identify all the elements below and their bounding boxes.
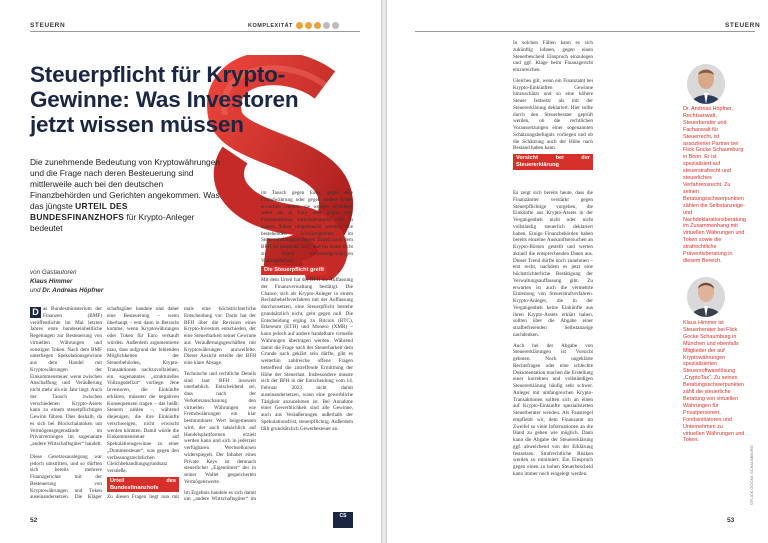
left-page: [0, 0, 381, 543]
right-paragraph-4: Auch bei der Abgabe von Steuererklärungen ist Vorsicht geboten. Noch ungeklärte Rechtsfragen oder eine schlechte Dokumentation machen die Erstellung einer korrekten und vollständigen Steuererklärung häufig sehr schwer. Anleger mit umfangreichen Krypto-Transaktionen sollten sich an einen auf Krypto-Einkünfte spezialisierten Steuerberater wenden. Als Faustregel empfiehlt wir, dem Finanzamt im Zweifel so viele Informationen an die Hand zu geben wie möglich. Dann kann die Abgabe der Steuererklärung ggf. abweichend von der Erklärung festsetzen. Strafrechtliche Risiken werden so minimiert. Ein Einspruch gegen einen zu hohen Steuerbescheid kann immer noch eingelegt werden.: [513, 342, 593, 477]
page-number-left: 52: [30, 517, 38, 524]
author-photo-himmer: [687, 277, 725, 317]
right-column-1b: [513, 190, 593, 510]
dropcap: D: [30, 307, 41, 318]
byline-prefix: von Gastautoren: [30, 269, 77, 276]
header-rule: [30, 31, 360, 32]
complexity-dot-icon: [305, 22, 312, 29]
subheading-vorsicht: Vorsicht bei der Steuererklärung: [513, 154, 593, 170]
right-paragraph-3: Es zeigt sich bereits heute, dass die Finanzämter verstärkt gegen Steuerpflichtige vorgehen, die Einkünfte aus Krypto-Assets in der Vergangenheit nicht oder nicht vollständig steuerlich deklariert haben. Einige Finanzbehörden haben bereits einzelne Auskunftsersuchen an Krypto-Börsen gestellt und werten aktuell die entsprechenden Daten aus. Dieser Trend dürfte noch zunehmen – erst recht, nachdem es jetzt eine höchstrichterliche Bestätigung der Verwaltungsauffassung gibt. Zu erwarten ist auch die vermehrte Einleitung von Steuerstrafverfahren. Krypto-Anleger, die in der Vergangenheit keine Einkünfte aus ihren Krypto-Assets erklärt haben, sollten über die Abgabe einer strafbefreienden Selbstanzeige nachdenken.: [513, 190, 593, 338]
complexity-dot-icon: [314, 22, 321, 29]
col2-paragraph: schaftsgüter handele und daher eine Besteuerung – wenn überhaupt – erst dann in Betracht komme, wenn Kryptowährungen oder Token für Euro verkauft würden. Außerdem argumentierte man, dass aufgrund der fehlenden Möglichkeiten der Steuerbehörden, Krypto-Transaktionen nachzuvollziehen, ein sogenanntes „strukturelles Vollzugsdefizit“ vorliege. Jene Investoren, die Einkünfte erklären, müssten die negativen Konsequenzen tragen – das heißt: Steuern zahlen –, während diejenigen, die ihre Einkünfte verschweigen, nicht erwischt werden könnten. Damit würde die Einkommensteuer auf Spekulationsgewinne zu einer „Dummensteuer“, was gegen den verfassungsrechtlichen Gleichbehandlungsgrundsatz verstieße.: [107, 306, 179, 474]
col1-paragraph-2: Diese Gesetzesauslegung war jedoch umstritten, und so dürften sich bereits mehrere Finanzgerichte mit der Besteuerung von Kryptowährungen und Token auseinandersetzen. Die Kläger: [30, 453, 102, 501]
lead-highlight: URTEIL DES BUNDESFINANZHOFS: [30, 201, 128, 222]
right-paragraph-1: In solchen Fällen kann es sich zukünftig lohnen, gegen einen Steuerbescheid Einspruch einzulegen und ggf. Klage beim Finanzgericht einzureichen.: [513, 40, 593, 73]
author-hoepfner: Dr. Andreas Höpfner: [42, 287, 104, 294]
col4-paragraph-2: Mit dem Urteil hat der BFH die Auffassung der Finanzverwaltung bestätigt. Die Chance, sich als Krypto-Anleger in einem Rechtsbehelfsverfahren mit der Auffassung durchzusetzen, eine Steuerpflicht bestehe grundsätzlich nicht, geht gegen null. Die Entscheidung erging zu Bitcoin (BTC), Ethereum (ETH) und Monero (XMR) – kann jedoch auf andere handelbare virtuelle Währungen übertragen werden. Während damit die Frage nach der Steuerbarkeit dem Grunde nach geklärt sein dürfte, gibt es weiterhin zahlreiche offene Fragen betreffend die zutreffende Ermittlung der Höhe der Steuerlast. Insbesondere musste sich der BFH in der Entscheidung vom 14. Februar 2023 nicht damit auseinandersetzen, wann eine gewerbliche Tätigkeit anzunehmen ist. Bei Annahme einer Gewerblichkeit sind alle Gewinne, auch aus Veräußerungen außerhalb der Spekulationsfrist, steuerpflichtig. Außerdem fällt grundsätzlich Gewerbesteuer an.: [261, 277, 353, 432]
section-header-right: STEUERN: [725, 22, 761, 29]
section-header: STEUERN: [30, 22, 66, 29]
text-column-4: [261, 190, 353, 501]
author-bio-himmer: Klaus Himmer ist Steuerberater bei Flick Gocke Schaumburg in München und ebenfalls Mitglieder der auf Kryptowährungen spezialisierten Steuersoftwarelösung „CryptoTax“. Zu seinen Beratungsschwerpunkten zählt die steuerliche Beratung von virtuellen Währungen für Privatpersonen, Fondsinitiatoren und Unternehmen zu virtuellen Währungen und Token.: [683, 320, 745, 444]
col3-paragraph: mals eine höchstrichterliche Entscheidung vor. Darin hat der BFH über die Revision eines Krypto-Investors entschieden, der eine Steuerbarkeit seiner Gewinne aus Veräußerungsgeschäften mit Kryptowährungen anzweifelte. Dieser Ansicht erteilte der BFH eine klare Absage.: [184, 306, 256, 366]
article-lead: [30, 157, 220, 234]
subheading-steuerpflicht: Die Steuerpflicht greift: [261, 266, 327, 275]
text-column-3: [184, 306, 256, 501]
lead-end: für Krypto-Anleger bedeutet: [30, 212, 195, 233]
text-column-1: [30, 306, 102, 501]
col3-paragraph-3: Im Ergebnis handele es sich damit um „andere Wirtschaftsgüter“ im: [184, 489, 256, 501]
complexity-indicator: [248, 22, 339, 29]
author-photo-hoepfner: [687, 64, 725, 104]
complexity-label: KOMPLEXITÄT: [248, 22, 293, 29]
portrait-icon: [687, 277, 725, 317]
right-column-1a: [513, 40, 593, 190]
complexity-dot-icon: [332, 22, 339, 29]
page-number-right: 53: [727, 517, 735, 524]
subheading-urteil: Urteil des Bundesfinanzhofs: [107, 477, 179, 493]
article-title: Steuerpflicht für Krypto-Gewinne: Was Investoren jetzt wissen müssen: [30, 62, 299, 137]
col2-paragraph-2: Zu diesen Fragen liegt nun mit: [107, 494, 179, 501]
magazine-logo: CS: [333, 512, 353, 528]
col3-paragraph-2: Technische und rechtliche Details sind laut BFH insoweit unerheblich. Entscheidend sei, dass nach der Verkehrsanschauung den virtuellen Währungen wie Fremdwährungen ein klar bestimmbarer Wert beigemessen wird, der auch tatsächlich auf Handelsplattformen erzielt werden kann und sich in jederzeit verfügbaren Wechselkursen widerspiegelt. Der Inhaber eines Private Keys ist demnach steuerlicher „Eigentümer“ der in seiner Wallet gespeicherten Vermögenswerte.: [184, 370, 256, 485]
col4-paragraph: im Tausch gegen Euro, gegen eine Fremdwährung oder gegen andere Token erworben werden; sie werden veräußert, wenn sie in Euro oder gegen eine Fremdwährung zurückgetauscht oder in andere Token umgetauscht werden. Die bestehenden Schwierigkeiten im Steuererhebungsverfahren führen nach dem BFH im Streitjahr 2017 und bis heute nicht zu einem verfassungswidrigen Vollzugsdefizit.: [261, 190, 353, 264]
col1-paragraph: as Bundesministerium der Finanzen (BMF) veröffentlichte im Mai letzten Jahres erste bundeseinheitliche Regelungen zur Besteuerung von virtuellen Währungen und sonstigen Token. Nach dem BMF unterliegen Spekulationsgewinne aus dem Handel mit Kryptowährungen der Einkommensteuer, wenn zwischen Anschaffung und Veräußerung nicht mehr als ein Jahr liegt. Auch der Tausch zwischen verschiedenen Krypto-Assets kann zu einem steuerpflichtigen Gewinn führen. Dies deshalb, da es sich bei Blockchaintoken um Vermögensgegenstände im Privatvermögen im sogenannte „andere Wirtschaftsgüter“ handelt.: [30, 306, 102, 447]
author-himmer: Klaus Himmer: [30, 278, 73, 285]
text-column-2: [107, 306, 179, 501]
right-paragraph-2: Gleiches gilt, wenn ein Finanzamt bei Krypto-Einkünften Gewinne hinzuschätzt und so eine höhere Steuer festsetzt als mit der Steuererklärung deklariert. Hier sollte durch den Steuerberater geprüft werden, ob die rechtlichen Voraussetzungen einer sogenannten Schätzungsbefugnis vorliegen und ob die Schätzung auch der Höhe nach Bestand haben kann.: [513, 77, 593, 152]
author-bio-hoepfner: Dr. Andreas Höpfner, Rechtsanwalt, Steuerberater und Fachanwalt für Steuerrecht, ist assoziierter Partner bei Flick Gocke Schaumburg in Bonn. Er ist spezialisiert auf steuerstrafrecht und steuerliches Verfahrensrecht. Zu seinen Beratungsschwerpunkten zählen die Selbstanzeige- und Nachdeklarationsberatung im Zusammenhang mit virtuellen Währungen und Token sowie die strafrechtliche Präventivberatung in diesem Bereich.: [683, 106, 746, 264]
lead-text: Die zunehmende Bedeutung von Kryptowährungen und die Frage nach deren Besteuerung sind mittlerweile auch bei den deutschen Finanzbehörden und Gerichten angekommen. Was das jüngste: [30, 157, 220, 211]
byline-and: und: [30, 287, 41, 294]
photo-credit: ©FLICK GOCKE SCHAUMBURG: [749, 445, 754, 505]
complexity-dot-icon: [323, 22, 330, 29]
byline: [30, 268, 103, 295]
complexity-dot-icon: [296, 22, 303, 29]
complexity-dots: [296, 22, 339, 29]
header-rule-right: [415, 31, 755, 32]
right-page: [387, 0, 768, 543]
portrait-icon: [687, 64, 725, 104]
